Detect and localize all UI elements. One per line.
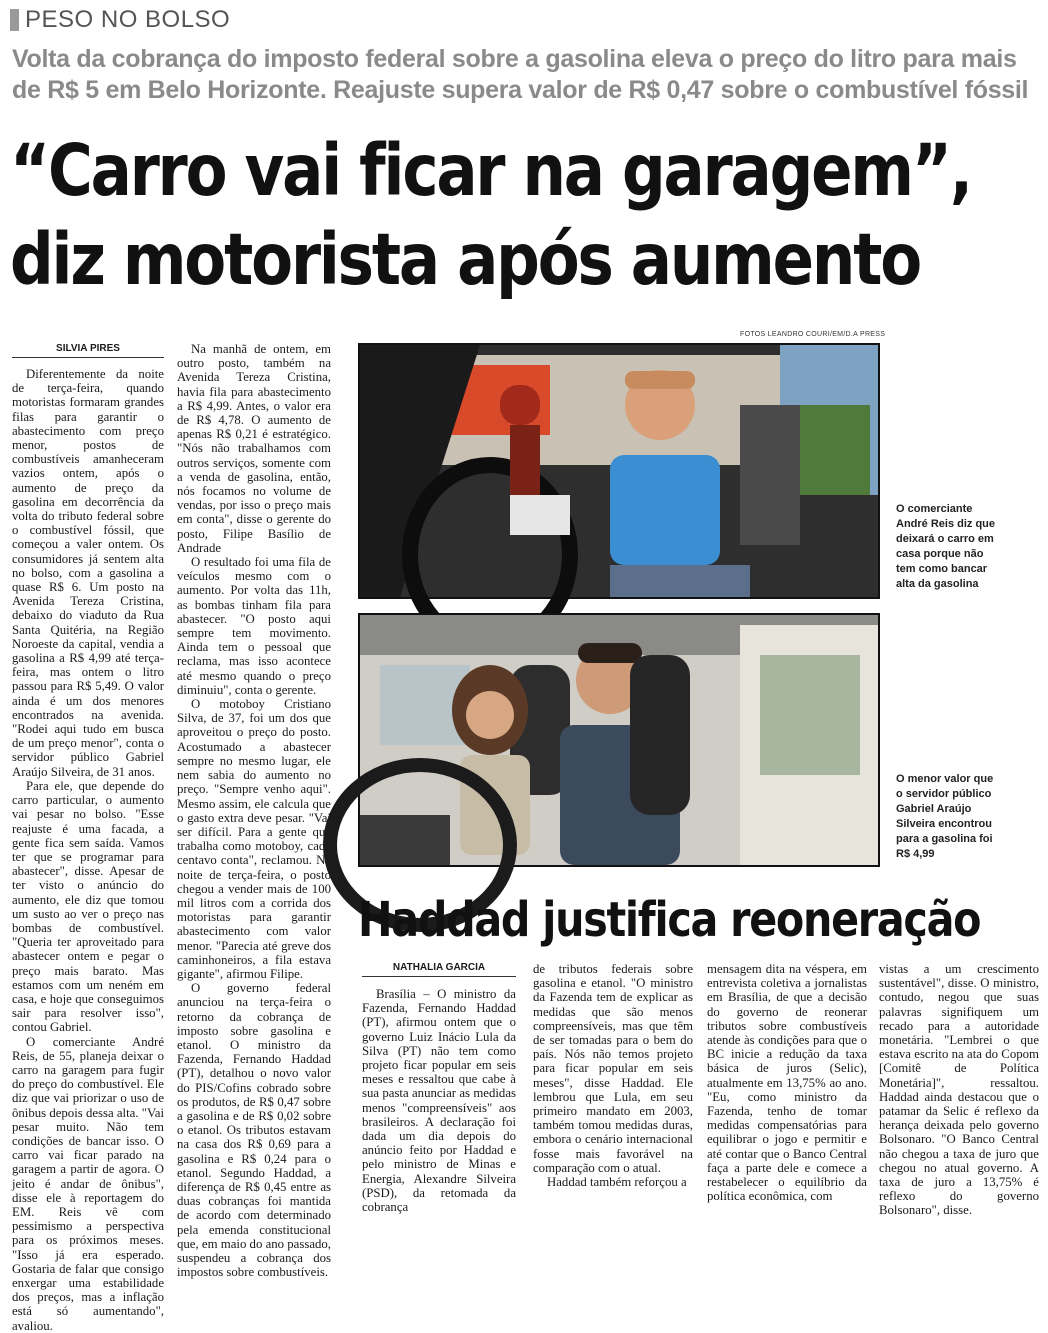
photo1-caption: O comerciante André Reis diz que deixará o carro em casa porque não tem como bancar alta da gasolina <box>896 503 996 590</box>
paragraph: Haddad também reforçou a <box>547 1175 687 1190</box>
headline-line-1: “Carro vai ficar na garagem”, <box>10 129 971 212</box>
photo-illustration <box>360 345 878 597</box>
section-marker <box>10 9 19 31</box>
article2-headline: Haddad justifica reoneração <box>358 892 981 948</box>
article1-byline: SILVIA PIRES <box>12 343 164 358</box>
article2-column-4 <box>879 962 1039 1218</box>
paragraph: Brasília – O ministro da Fazenda, Fernando Haddad (PT), afirmou ontem que o governo Luiz Inácio Lula da Silva (PT) não tem como projeto ficar popular em seis meses e ressaltou que cabe à sua pasta anunciar as medidas menos "compreensíveis" aos brasileiros. A declaração foi dada um dia depois do anúncio feito por Haddad e pelo ministro de Minas e Energia, Alexandre Silveira (PSD), da retomada da cobrança <box>362 987 516 1215</box>
article1-column-1 <box>12 367 164 1333</box>
photo-credit: FOTOS LEANDRO COURI/EM/D.A PRESS <box>740 331 886 338</box>
photo-illustration <box>360 615 878 865</box>
paragraph: mensagem dita na véspera, em entrevista coletiva a jornalistas em Brasília, de que a decisão do governo de reonerar tributos sobre combustíveis atende às condições para que o BC inicie a redução da taxa básica de juros (Selic), atualmente em 13,75% ao ano. "Eu, como ministro da Fazenda, tenho de tomar medidas compensatórias para equilibrar o jogo e permitir e até contar que o Banco Central faça a parte dele e comece a restabelecer o equilíbrio da política econômica, com <box>707 962 867 1204</box>
paragraph: Diferentemente da noite de terça-feira, quando motoristas formaram grandes filas para garantir o abastecimento com preço menor, postos de combustíveis amanheceram vazios ontem, após o aumento de preço da gasolina em decorrência da volta do tributo federal sobre o combustível fóssil, que começou a valer ontem. Os consumidores já sentem alta no bolso, com a gasolina a quase R$ 6. Um posto na Avenida Tereza Cristina, debaixo do viaduto da Rua Santa Quitéria, na Região Noroeste da capital, vendia a gasolina a R$ 4,99 até terça-feira, mas ontem o litro passou para R$ 5,49. O valor ainda é um dos menores encontrados na avenida. "Rodei aqui tudo em busca de um preço menor", conta o servidor público Gabriel Araújo Silveira, de 31 anos. <box>12 367 164 779</box>
section-label <box>10 6 230 34</box>
article1-column-2 <box>177 342 331 1279</box>
paragraph: O governo federal anunciou na terça-feira o retorno da cobrança de imposto sobre gasolina e etanol. O ministro da Fazenda, Fernando Haddad (PT), detalhou o novo valor do PIS/Cofins cobrado sobre os produtos, de R$ 0,47 sobre a gasolina e de R$ 0,02 sobre o etanol. Os tributos estavam na casa dos R$ 0,69 para a gasolina e R$ 0,24 para o etanol. Segundo Haddad, a diferença de R$ 0,45 entre as duas cobranças foi mantida de acordo com determinado pela emenda constitucional que, em maio do ano passado, suspendeu a cobrança dos impostos sobre combustíveis. <box>177 981 331 1280</box>
headline-line-2: diz motorista após aumento <box>10 218 921 301</box>
main-headline <box>10 126 1042 304</box>
photo-couple-car <box>358 613 880 867</box>
article2-column-3 <box>707 962 867 1203</box>
section-title: PESO NO BOLSO <box>25 6 231 33</box>
paragraph: de tributos federais sobre gasolina e etanol. "O ministro da Fazenda tem de explicar as medidas que são menos compreensíveis, mas que têm de ser tomadas para o bem do país. Nós não temos projeto para ficar popular em seis meses", disse Haddad. Ele lembrou que Lula, em seu primeiro mandato em 2003, também tomou medidas duras, embora o cenário internacional fosse mais favorável na comparação com o atual. <box>533 962 693 1175</box>
paragraph: Na manhã de ontem, em outro posto, também na Avenida Tereza Cristina, havia fila para abastecimento a R$ 4,99. Antes, o valor era de R$ 4,78. O aumento de apenas R$ 0,21 é estratégico. "Nós não trabalhamos com outros serviços, somente com a venda de gasolina, então, nós focamos no volume de vendas, por isso o preço mais em conta", disse o gerente do posto, Filipe Basílio de Andrade <box>177 342 331 555</box>
paragraph: vistas a um crescimento sustentável", disse. O ministro, contudo, negou que suas palavras signifiquem um recado para a autoridade monetária. "Lembrei o que estava escrito na ata do Copom [Comitê de Política Monetária]", ressaltou. Haddad ainda destacou que o patamar da Selic é reflexo da herança deixada pelo governo Bolsonaro. "O Banco Central não chegou a taxa de juro que chegou no atual governo. A taxa de juro a 13,75% é reflexo do governo Bolsonaro", disse. <box>879 962 1039 1218</box>
article2-column-2 <box>533 962 693 1189</box>
paragraph: O comerciante André Reis, de 55, planeja deixar o carro na garagem para fugir do preço do combustível. Ele diz que vai priorizar o uso de ônibus depois dessa alta. "Vai pesar muito. Não tem condições de bancar isso. O carro vai ficar parado na garagem a partir de agora. O jeito é andar de ônibus", disse ele à reportagem do EM. Reis vê com pessimismo a perspectiva para os próximos meses. "Isso já era esperado. Gostaria de falar que consigo enxergar uma estabilidade dos preços, mas a inflação está só aumentando", avaliou. <box>12 1034 165 1333</box>
article-deck: Volta da cobrança do imposto federal sobre a gasolina eleva o preço do litro para mais de R$ 5 em Belo Horizonte. Reajuste supera valor de R$ 0,47 sobre o combustível fóssil <box>12 45 1029 104</box>
paragraph: O resultado foi uma fila de veículos mesmo com o aumento. Por volta das 11h, as bombas tinham fila para abastecer. "O posto aqui sempre tem movimento. Ainda tem o pessoal que reclama, mas isso acontece até mesmo quando o preço diminuiu", conta o gerente. <box>177 555 331 697</box>
paragraph: Para ele, que depende do carro particular, o aumento vai pesar no bolso. "Esse reajuste é uma facada, a gente fica sem saída. Vamos ter que se programar para abastecer", disse. Apesar de ter visto o anúncio do aumento, ele diz que tomou um susto ao ver o preço nas bombas de combustível. "Queria ter aproveitado para abastecer ontem e pegar o preço mais barato. Mas estamos com um neném em casa, e hoje que conseguimos sair para resolver isso", contou Gabriel. <box>12 778 164 1035</box>
photo-driver-car <box>358 343 880 599</box>
article2-byline: NATHALIA GARCIA <box>362 962 516 977</box>
paragraph: O motoboy Cristiano Silva, de 37, foi um dos que aproveitou o preço do posto. Acostumado a abastecer sempre no mesmo lugar, ele nem sabia do aumento no preço. "Sempre venho aqui". Mesmo assim, ele calcula que o gasto extra deve pesar. "Vai ser difícil. Para a gente que trabalha como motoboy, cada centavo conta", reclamou. Na noite de terça-feira, o posto chegou a vender mais de 100 mil litros com a corrida dos motoristas para garantir abastecimento com valor menor. "Parecia até greve dos caminhoneiros, a fila estava gigante", afirmou Filipe. <box>177 697 331 981</box>
photo2-caption: O menor valor que o servidor público Gabriel Araújo Silveira encontrou para a gasolina foi R$ 4,99 <box>896 773 994 860</box>
article2-column-1 <box>362 987 516 1214</box>
